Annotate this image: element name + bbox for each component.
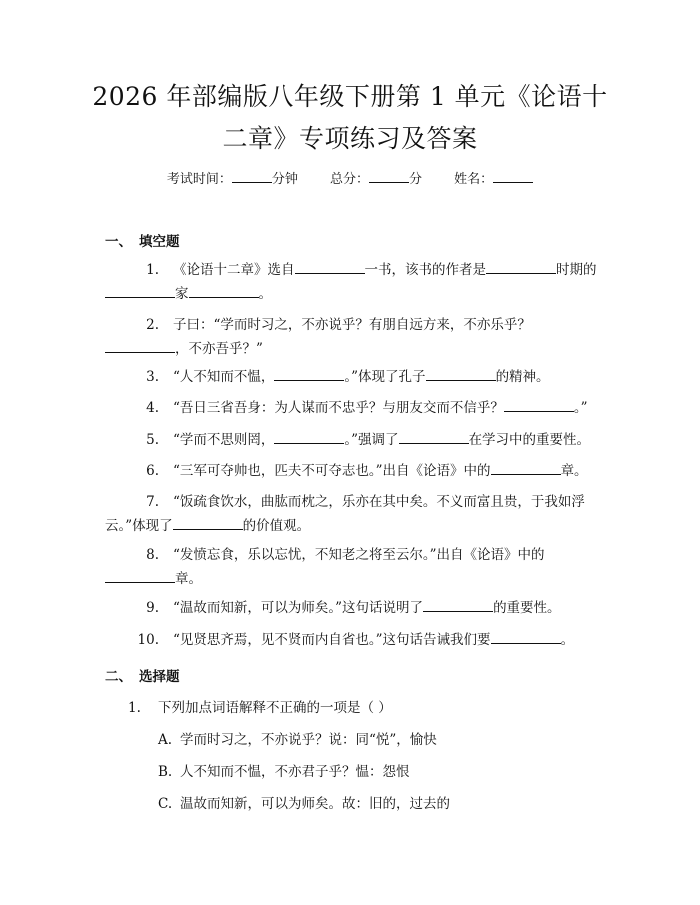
fill-question-4: 4. “吾日三省吾身：为人谋而不忠乎？与朋友交而不信乎？ 。” [105,396,595,420]
choice-question-1: 1. 下列加点词语解释不正确的一项是（ ） [128,700,392,716]
document-title [70,76,630,160]
fill-question-3: 3. “人不知而不愠， 。”体现了孔子 的精神。 [105,365,595,389]
answer-blank[interactable] [105,283,175,298]
answer-blank[interactable] [295,259,365,274]
fill-question-5: 5. “学而不思则罔， 。”强调了 在学习中的重要性。 [105,428,595,452]
fill-question-9: 9. “温故而知新，可以为师矣。”这句话说明了 的重要性。 [105,596,595,620]
fill-question-2: 2. 子曰：“学而时习之，不亦说乎？有朋自远方来，不亦乐乎？ ，不亦吾乎？” [105,313,595,361]
total-score-field: 总分： 分 [330,172,422,187]
option-c[interactable]: C. 温故而知新，可以为师矣。故：旧的，过去的 [158,796,450,812]
answer-blank[interactable] [173,515,243,530]
answer-blank[interactable] [491,629,561,644]
fill-question-6: 6. “三军可夺帅也，匹夫不可夺志也。”出自《论语》中的 章。 [105,459,595,483]
fill-question-10: 10. “见贤思齐焉，见不贤而内自省也。”这句话告诫我们要 。 [105,628,595,652]
student-name-field: 姓名： [454,172,533,187]
answer-blank[interactable] [274,366,344,381]
score-blank[interactable] [369,168,409,183]
answer-blank[interactable] [105,338,175,353]
section-choice-title: 二、 选择题 [105,669,180,685]
answer-blank[interactable] [274,429,344,444]
answer-blank[interactable] [423,597,493,612]
exam-time-field: 考试时间： 分钟 [167,172,298,187]
option-b[interactable]: B. 人不知而不愠，不亦君子乎？愠：怨恨 [158,764,410,780]
title-line-2: 二章》专项练习及答案 [222,124,478,153]
name-blank[interactable] [493,168,533,183]
title-line-1: 2026 年部编版八年级下册第 1 单元《论语十 [92,82,608,111]
answer-blank[interactable] [486,259,556,274]
answer-blank[interactable] [426,366,496,381]
exam-meta [0,168,700,187]
answer-blank[interactable] [399,429,469,444]
answer-blank[interactable] [189,283,259,298]
fill-question-8: 8. “发愤忘食，乐以忘忧，不知老之将至云尔。”出自《论语》中的 章。 [105,543,595,591]
answer-blank[interactable] [105,568,175,583]
time-blank[interactable] [232,168,272,183]
fill-question-1: 1. 《论语十二章》选自 一书，该书的作者是 时期的 家 。 [105,258,595,306]
option-a[interactable]: A. 学而时习之，不亦说乎？说：同“悦”，愉快 [158,732,437,748]
answer-blank[interactable] [491,460,561,475]
answer-blank[interactable] [504,397,574,412]
section-fill-in-title: 一、 填空题 [105,234,180,250]
fill-question-7: 7. “饭疏食饮水，曲肱而枕之，乐亦在其中矣。不义而富且贵，于我如浮 云。”体现了 的价值观。 [105,494,585,534]
